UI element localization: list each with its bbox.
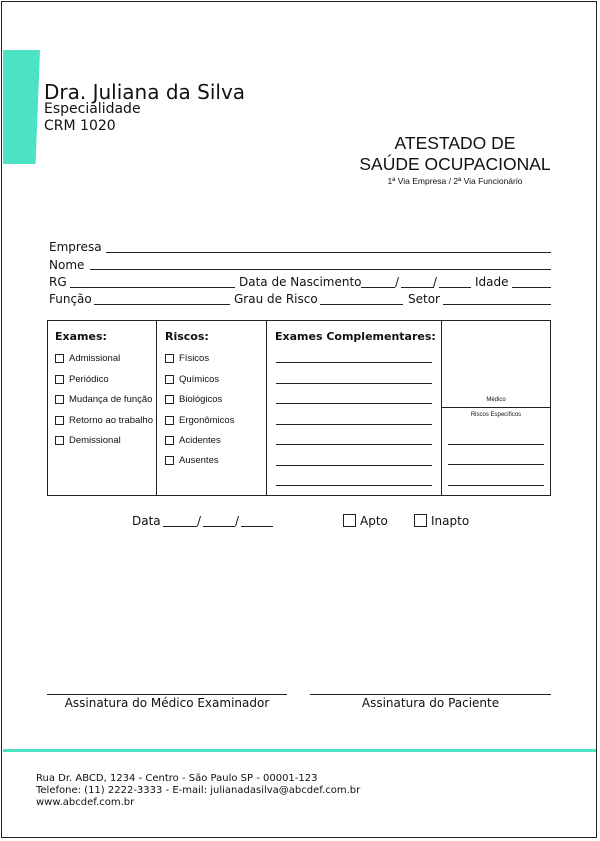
checkbox[interactable] xyxy=(55,354,64,363)
risco-biologicos[interactable] xyxy=(165,394,222,405)
complementar-line[interactable] xyxy=(276,362,432,363)
apto-label: Apto xyxy=(360,514,388,528)
risco-especifico-line[interactable] xyxy=(448,444,544,445)
checkbox[interactable] xyxy=(55,395,64,404)
date-separator: / xyxy=(433,275,438,289)
complementar-line[interactable] xyxy=(276,403,432,404)
checkbox[interactable] xyxy=(165,395,174,404)
nome-label: Nome xyxy=(49,258,85,272)
risco-quimicos[interactable] xyxy=(165,374,219,385)
nascimento-month-field[interactable] xyxy=(401,287,434,288)
empresa-label: Empresa xyxy=(49,240,102,254)
checkbox[interactable] xyxy=(55,375,64,384)
column-divider xyxy=(266,320,267,496)
riscos-heading: Riscos: xyxy=(165,330,209,343)
inapto-label: Inapto xyxy=(431,514,470,528)
document-title-line1: ATESTADO DE xyxy=(394,133,516,153)
checkbox[interactable] xyxy=(165,436,174,445)
exams-table xyxy=(47,320,551,496)
complementar-line[interactable] xyxy=(276,485,432,486)
footer-accent-bar xyxy=(3,749,596,752)
setor-field[interactable] xyxy=(443,304,551,305)
data-month-field[interactable] xyxy=(203,526,235,527)
column-divider xyxy=(156,320,157,496)
risco-especifico-line[interactable] xyxy=(448,485,544,486)
risco-especifico-line[interactable] xyxy=(448,464,544,465)
complementar-line[interactable] xyxy=(276,383,432,384)
grau-risco-field[interactable] xyxy=(320,304,403,305)
apto-checkbox[interactable] xyxy=(343,514,356,527)
rg-field[interactable] xyxy=(70,287,235,288)
paciente-signature-line[interactable] xyxy=(310,694,551,695)
complementar-line[interactable] xyxy=(276,444,432,445)
risco-fisicos[interactable] xyxy=(165,353,209,364)
checkbox-label: Retorno ao trabalho xyxy=(69,415,153,426)
idade-field[interactable] xyxy=(512,287,551,288)
accent-tab xyxy=(3,50,40,164)
exame-periodico[interactable] xyxy=(55,374,109,385)
risco-ergonomicos[interactable] xyxy=(165,415,234,426)
footer-website: www.abcdef.com.br xyxy=(36,797,135,808)
checkbox[interactable] xyxy=(55,436,64,445)
checkbox[interactable] xyxy=(165,375,174,384)
checkbox-label: Mudança de função xyxy=(69,394,153,405)
exame-mudanca-funcao[interactable] xyxy=(55,394,152,405)
doctor-crm: CRM 1020 xyxy=(44,118,116,134)
inapto-checkbox[interactable] xyxy=(414,514,427,527)
side-panel-divider xyxy=(441,407,551,408)
footer-contact: Telefone: (11) 2222-3333 - E-mail: julianadasilva@abcdef.com.br xyxy=(36,785,361,796)
idade-label: Idade xyxy=(475,275,509,289)
medico-signature-line[interactable] xyxy=(47,694,287,695)
checkbox-label: Químicos xyxy=(179,374,220,385)
checkbox-label: Acidentes xyxy=(179,435,221,446)
exame-retorno-trabalho[interactable] xyxy=(55,415,153,426)
checkbox[interactable] xyxy=(165,456,174,465)
date-separator: / xyxy=(395,275,400,289)
medico-signature-label: Assinatura do Médico Examinador xyxy=(64,696,270,710)
nome-field[interactable] xyxy=(90,269,551,270)
nascimento-year-field[interactable] xyxy=(439,287,471,288)
document-subtitle: 1ª Via Empresa / 2ª Via Funcionário xyxy=(387,176,523,186)
complementar-line[interactable] xyxy=(276,424,432,425)
checkbox[interactable] xyxy=(55,416,64,425)
complementar-line[interactable] xyxy=(276,465,432,466)
document-title-line2: SAÚDE OCUPACIONAL xyxy=(359,154,551,174)
exames-complementares-heading: Exames Complementares: xyxy=(275,330,436,343)
medico-label: Médico xyxy=(486,397,506,403)
setor-label: Setor xyxy=(408,292,440,306)
risco-ausentes[interactable] xyxy=(165,455,219,466)
date-separator: / xyxy=(235,514,240,528)
footer-address: Rua Dr. ABCD, 1234 - Centro - São Paulo SP - 00001-123 xyxy=(36,773,318,784)
checkbox-label: Ergonômicos xyxy=(179,415,235,426)
date-separator: / xyxy=(197,514,202,528)
checkbox-label: Biológicos xyxy=(179,394,223,405)
funcao-field[interactable] xyxy=(94,304,230,305)
doctor-name: Dra. Juliana da Silva xyxy=(44,80,246,104)
data-label: Data xyxy=(132,514,161,528)
paciente-signature-label: Assinatura do Paciente xyxy=(361,696,500,710)
exames-heading: Exames: xyxy=(55,330,107,343)
checkbox-label: Periódico xyxy=(69,374,109,385)
funcao-label: Função xyxy=(49,292,92,306)
exame-demissional[interactable] xyxy=(55,435,121,446)
checkbox[interactable] xyxy=(165,354,174,363)
checkbox-label: Demissional xyxy=(69,435,121,446)
riscos-especificos-label: Riscos Específicos xyxy=(470,412,522,418)
doctor-specialty: Especialidade xyxy=(44,101,141,117)
nascimento-day-field[interactable] xyxy=(361,287,395,288)
data-year-field[interactable] xyxy=(241,526,273,527)
empresa-field[interactable] xyxy=(106,252,551,253)
checkbox-label: Ausentes xyxy=(179,455,219,466)
checkbox-label: Físicos xyxy=(179,353,210,364)
risco-acidentes[interactable] xyxy=(165,435,221,446)
rg-label: RG xyxy=(49,275,67,289)
column-divider xyxy=(441,320,442,496)
data-day-field[interactable] xyxy=(163,526,197,527)
data-nascimento-label: Data de Nascimento xyxy=(239,275,362,289)
checkbox-label: Admissional xyxy=(69,353,121,364)
grau-risco-label: Grau de Risco xyxy=(234,292,318,306)
checkbox[interactable] xyxy=(165,416,174,425)
exame-admissional[interactable] xyxy=(55,353,120,364)
